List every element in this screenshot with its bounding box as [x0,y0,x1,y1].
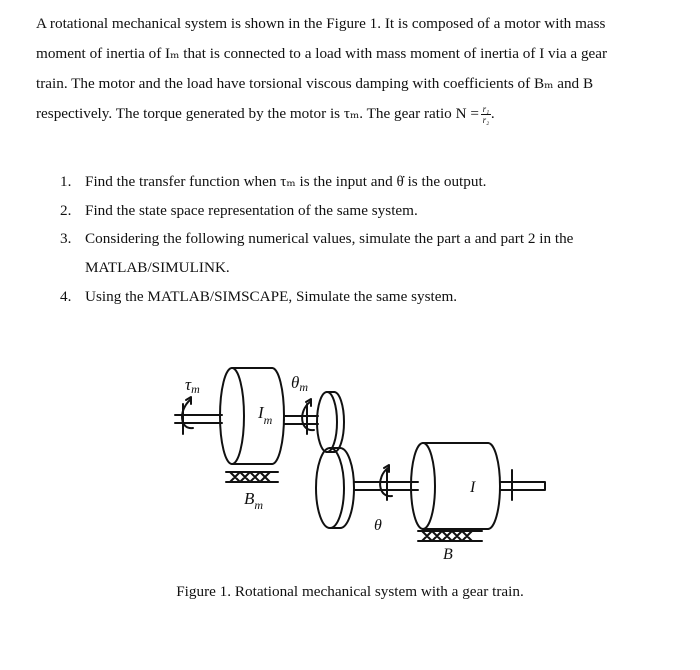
task-number: 4. [60,288,72,305]
output-shaft [500,470,545,500]
task-text-continued: MATLAB/SIMULINK. [85,259,230,276]
task-item-4 [60,283,458,311]
task-text: Considering the following numerical values, simulate the part a and part 2 in the [85,230,574,247]
theta-m-label: θm [291,373,309,394]
ratio-denominator: r₂ [482,115,490,126]
figure-caption: Figure 1. Rotational mechanical system with a gear train. [176,583,524,600]
intro-line-3: train. The motor and the load have torsional viscous damping with coefficients of Bₘ and B [36,75,594,92]
sentence-end: . [490,105,495,122]
load-damper-b [418,531,482,541]
motor-damper-bm [226,472,278,482]
theta-label: θ [374,517,382,534]
gear-ratio-fraction [481,104,491,125]
load-shaft [354,470,418,500]
intro-line-1: A rotational mechanical system is shown in the Figure 1. It is composed of a motor with mass [36,15,606,32]
gear-ratio-text: respectively. The torque generated by the motor is τₘ. The gear ratio N = [36,105,479,122]
theta-m-arrow-icon [302,399,314,430]
motor-input-shaft [175,404,222,434]
intro-paragraph [36,9,676,129]
gear-2 [316,448,354,528]
motor-inertia-cylinder [220,368,284,464]
task-item-2 [60,197,418,225]
task-text: Using the MATLAB/SIMSCAPE, Simulate the same system. [85,288,458,305]
load-inertia-cylinder [411,443,500,529]
theta-arrow-icon [380,465,392,496]
intro-line-4 [36,99,676,129]
task-item-1 [60,168,487,196]
ratio-numerator: r₁ [482,104,490,115]
tau-m-label: τm [185,375,200,396]
bm-label: $B_m$ [244,489,264,512]
motor-shaft [284,404,318,434]
i-label: I [470,479,476,496]
gear-1 [317,392,344,452]
task-text: Find the transfer function when τₘ is the input and θ̇ is the output. [85,173,487,190]
task-item-3-continued [60,254,230,282]
task-text: Find the state space representation of the same system. [85,202,418,219]
task-number: 1. [60,173,72,190]
im-label: $I_m$ [258,403,273,427]
task-item-3 [60,225,574,253]
torque-arrow-icon [182,397,193,428]
task-number: 2. [60,202,72,219]
b-label: B [443,546,453,563]
intro-line-2: moment of inertia of Iₘ that is connected to a load with mass moment of inertia of I via a gear [36,45,608,62]
task-number: 3. [60,230,72,247]
